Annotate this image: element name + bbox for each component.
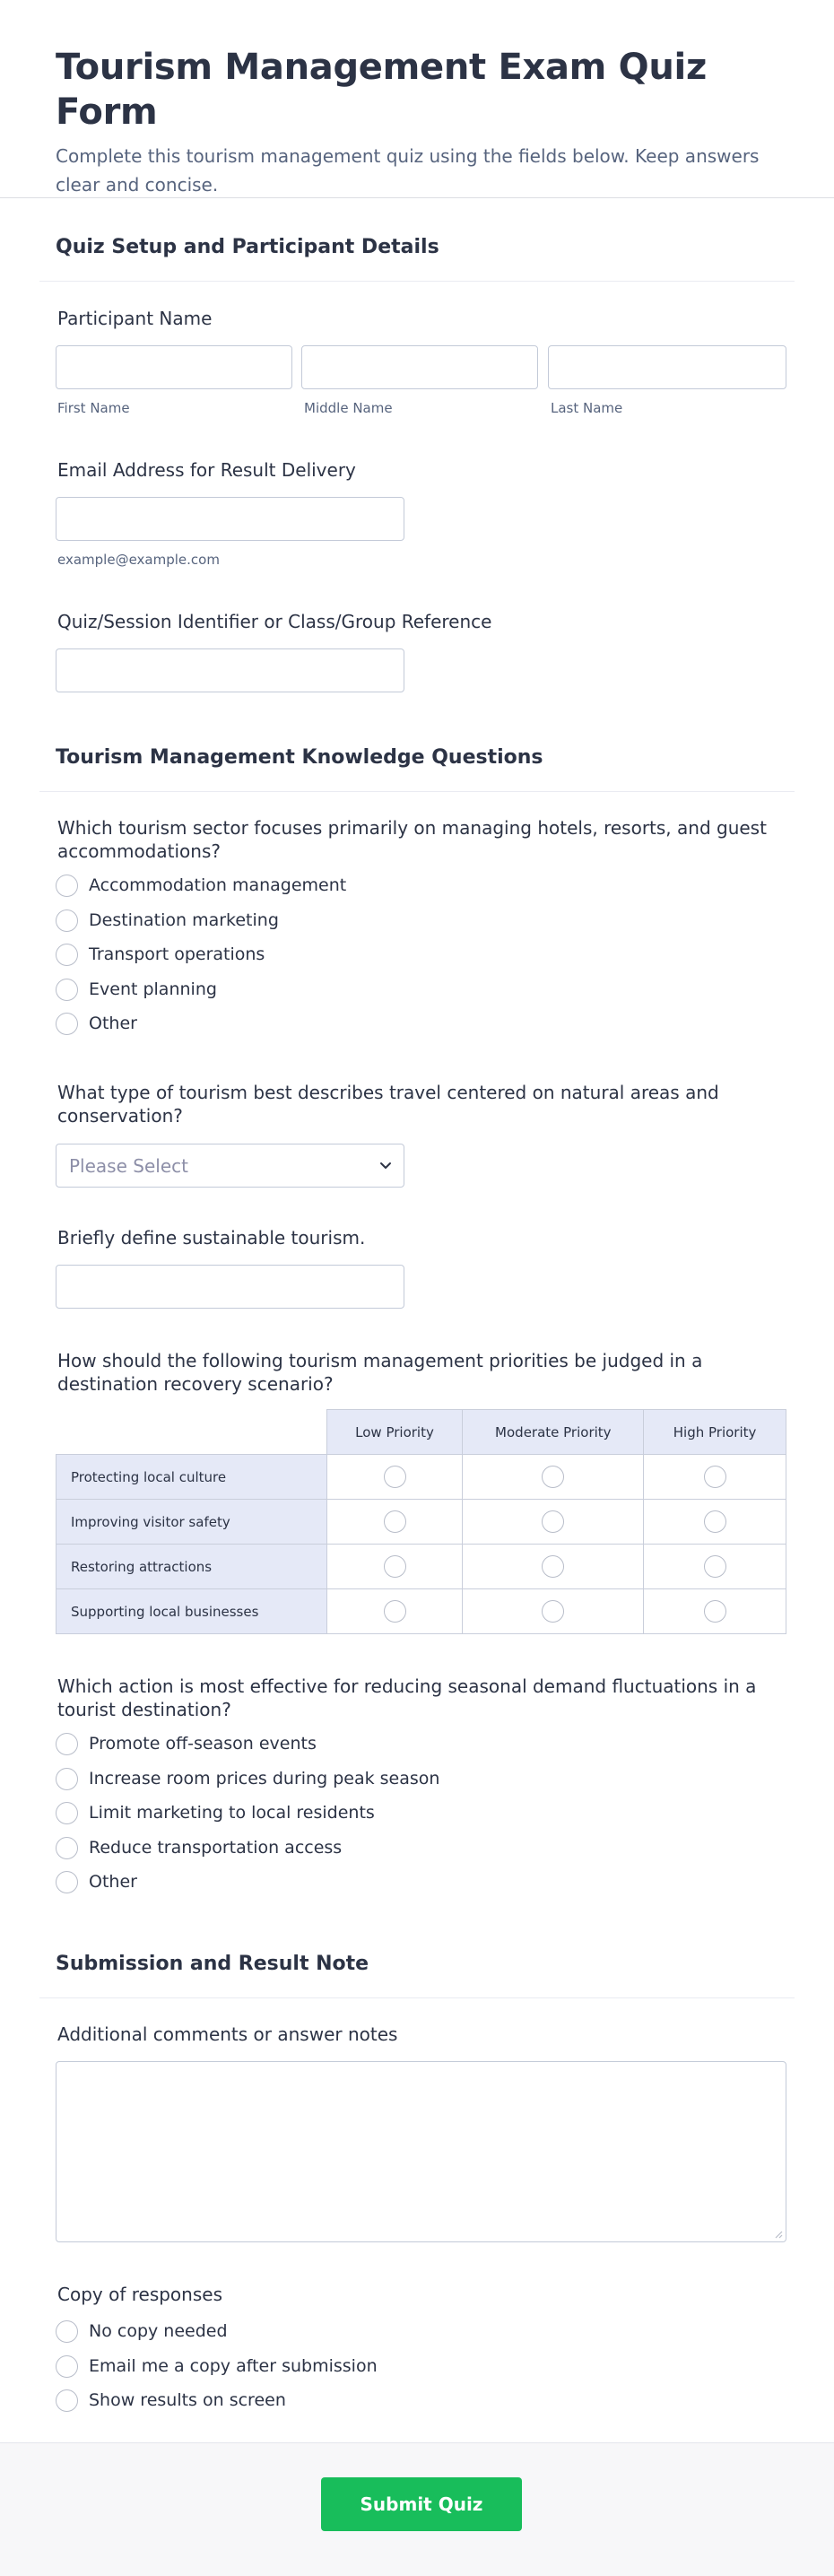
radio-button[interactable] bbox=[56, 1768, 78, 1790]
q1-option[interactable] bbox=[56, 977, 217, 1002]
radio-button[interactable] bbox=[56, 1871, 78, 1893]
radio-button[interactable] bbox=[542, 1555, 564, 1578]
email-label: Email Address for Result Delivery bbox=[57, 459, 356, 481]
matrix-cell[interactable] bbox=[463, 1500, 644, 1545]
matrix-cell[interactable] bbox=[326, 1589, 463, 1634]
option-label: Show results on screen bbox=[89, 2390, 286, 2410]
radio-button[interactable] bbox=[56, 2355, 78, 2378]
q1-option[interactable] bbox=[56, 942, 265, 967]
matrix-cell[interactable] bbox=[644, 1545, 786, 1589]
matrix-cell[interactable] bbox=[644, 1455, 786, 1500]
q5-option[interactable] bbox=[56, 1766, 439, 1791]
q5-label: Which action is most effective for reducing seasonal demand fluctuations in a tourist destination? bbox=[57, 1675, 757, 1720]
matrix-row-label: Improving visitor safety bbox=[56, 1500, 327, 1545]
matrix-cell[interactable] bbox=[463, 1589, 644, 1634]
resize-grip-icon[interactable] bbox=[774, 2230, 783, 2239]
matrix-row-label: Supporting local businesses bbox=[56, 1589, 327, 1634]
option-label: Promote off-season events bbox=[89, 1734, 317, 1754]
copy-option[interactable] bbox=[56, 2388, 286, 2413]
radio-button[interactable] bbox=[704, 1555, 726, 1578]
participant-name-label: Participant Name bbox=[57, 308, 213, 329]
q2-label: What type of tourism best describes travel centered on natural areas and conservation? bbox=[57, 1082, 719, 1127]
email-field bbox=[56, 458, 786, 575]
middle-name-sublabel: Middle Name bbox=[304, 400, 393, 416]
option-label: Other bbox=[89, 1014, 137, 1033]
priority-matrix bbox=[56, 1409, 786, 1634]
option-label: Event planning bbox=[89, 979, 217, 999]
matrix-row bbox=[56, 1589, 786, 1634]
email-sublabel: example@example.com bbox=[57, 552, 220, 568]
radio-button[interactable] bbox=[542, 1510, 564, 1533]
matrix-cell[interactable] bbox=[644, 1589, 786, 1634]
radio-button[interactable] bbox=[704, 1466, 726, 1488]
option-label: Transport operations bbox=[89, 944, 265, 964]
matrix-cell[interactable] bbox=[463, 1545, 644, 1589]
matrix-cell[interactable] bbox=[326, 1500, 463, 1545]
form-title: Tourism Management Exam Quiz Form bbox=[56, 47, 707, 133]
form-description: Complete this tourism management quiz using the fields below. Keep answers clear and concise. bbox=[56, 145, 760, 196]
radio-button[interactable] bbox=[56, 1802, 78, 1824]
q1-field bbox=[56, 816, 786, 1040]
radio-button[interactable] bbox=[56, 979, 78, 1001]
matrix-row bbox=[56, 1500, 786, 1545]
section-knowledge bbox=[39, 742, 795, 792]
q1-option[interactable] bbox=[56, 908, 279, 933]
submit-button[interactable]: Submit Quiz bbox=[321, 2477, 522, 2531]
matrix-column-header: High Priority bbox=[644, 1410, 786, 1455]
radio-button[interactable] bbox=[704, 1600, 726, 1623]
last-name-sublabel: Last Name bbox=[551, 400, 623, 416]
q1-option[interactable] bbox=[56, 873, 346, 898]
option-label: Accommodation management bbox=[89, 875, 347, 895]
session-label: Quiz/Session Identifier or Class/Group Reference bbox=[57, 611, 492, 632]
q4-label: How should the following tourism management priorities be judged in a destination recovery scenario? bbox=[57, 1350, 703, 1395]
q1-label: Which tourism sector focuses primarily on managing hotels, resorts, and guest accommodations? bbox=[57, 817, 767, 862]
radio-button[interactable] bbox=[56, 1733, 78, 1755]
radio-button[interactable] bbox=[542, 1600, 564, 1623]
matrix-cell[interactable] bbox=[326, 1455, 463, 1500]
comments-textarea[interactable] bbox=[56, 2061, 786, 2242]
option-label: Destination marketing bbox=[89, 910, 279, 930]
matrix-row bbox=[56, 1455, 786, 1500]
radio-button[interactable] bbox=[56, 1837, 78, 1859]
email-input[interactable] bbox=[56, 497, 404, 541]
select-placeholder: Please Select bbox=[69, 1154, 188, 1177]
middle-name-input[interactable] bbox=[301, 345, 538, 389]
option-label: Email me a copy after submission bbox=[89, 2356, 378, 2376]
section-title-setup: Quiz Setup and Participant Details bbox=[56, 236, 439, 258]
matrix-column-header: Low Priority bbox=[326, 1410, 463, 1455]
radio-button[interactable] bbox=[56, 2320, 78, 2343]
q2-select[interactable] bbox=[56, 1144, 404, 1188]
q5-field bbox=[56, 1675, 786, 1899]
q3-field bbox=[56, 1226, 786, 1316]
first-name-input[interactable] bbox=[56, 345, 292, 389]
q4-field bbox=[56, 1349, 786, 1636]
comments-label: Additional comments or answer notes bbox=[57, 2023, 398, 2045]
q3-label: Briefly define sustainable tourism. bbox=[57, 1227, 366, 1249]
radio-button[interactable] bbox=[384, 1466, 406, 1488]
radio-button[interactable] bbox=[56, 875, 78, 897]
option-label: No copy needed bbox=[89, 2321, 228, 2341]
q5-option[interactable] bbox=[56, 1800, 375, 1825]
q3-input[interactable] bbox=[56, 1265, 404, 1309]
section-title-knowledge: Tourism Management Knowledge Questions bbox=[56, 746, 543, 769]
section-setup bbox=[39, 231, 795, 282]
copy-option[interactable] bbox=[56, 2319, 228, 2344]
radio-button[interactable] bbox=[384, 1600, 406, 1623]
matrix-corner bbox=[56, 1410, 327, 1455]
section-submission bbox=[39, 1948, 795, 1998]
matrix-cell[interactable] bbox=[326, 1545, 463, 1589]
matrix-row-label: Protecting local culture bbox=[56, 1455, 327, 1500]
option-label: Increase room prices during peak season bbox=[89, 1769, 440, 1788]
q2-field bbox=[56, 1081, 786, 1188]
radio-button[interactable] bbox=[56, 944, 78, 966]
matrix-row bbox=[56, 1545, 786, 1589]
chevron-down-icon bbox=[377, 1157, 395, 1175]
copy-label: Copy of responses bbox=[57, 2284, 222, 2305]
radio-button[interactable] bbox=[56, 1013, 78, 1035]
radio-button[interactable] bbox=[542, 1466, 564, 1488]
q5-option[interactable] bbox=[56, 1869, 137, 1894]
form-header bbox=[0, 0, 834, 198]
matrix-cell[interactable] bbox=[463, 1455, 644, 1500]
form-footer bbox=[0, 2442, 834, 2576]
last-name-input[interactable] bbox=[548, 345, 786, 389]
copy-option[interactable] bbox=[56, 2354, 378, 2379]
q5-option[interactable] bbox=[56, 1731, 317, 1756]
radio-button[interactable] bbox=[56, 2389, 78, 2412]
radio-button[interactable] bbox=[704, 1510, 726, 1533]
matrix-cell[interactable] bbox=[644, 1500, 786, 1545]
radio-button[interactable] bbox=[384, 1510, 406, 1533]
participant-name-field bbox=[56, 307, 786, 423]
radio-button[interactable] bbox=[56, 909, 78, 932]
radio-button[interactable] bbox=[384, 1555, 406, 1578]
option-label: Limit marketing to local residents bbox=[89, 1803, 375, 1823]
session-field bbox=[56, 610, 786, 700]
q5-option[interactable] bbox=[56, 1835, 342, 1860]
q1-option[interactable] bbox=[56, 1011, 137, 1036]
first-name-sublabel: First Name bbox=[57, 400, 130, 416]
option-label: Reduce transportation access bbox=[89, 1838, 343, 1858]
section-title-submission: Submission and Result Note bbox=[56, 1953, 369, 1975]
matrix-column-header: Moderate Priority bbox=[463, 1410, 644, 1455]
copy-field bbox=[56, 2283, 786, 2426]
option-label: Other bbox=[89, 1872, 137, 1892]
matrix-row-label: Restoring attractions bbox=[56, 1545, 327, 1589]
session-input[interactable] bbox=[56, 648, 404, 692]
comments-field bbox=[56, 2023, 786, 2247]
